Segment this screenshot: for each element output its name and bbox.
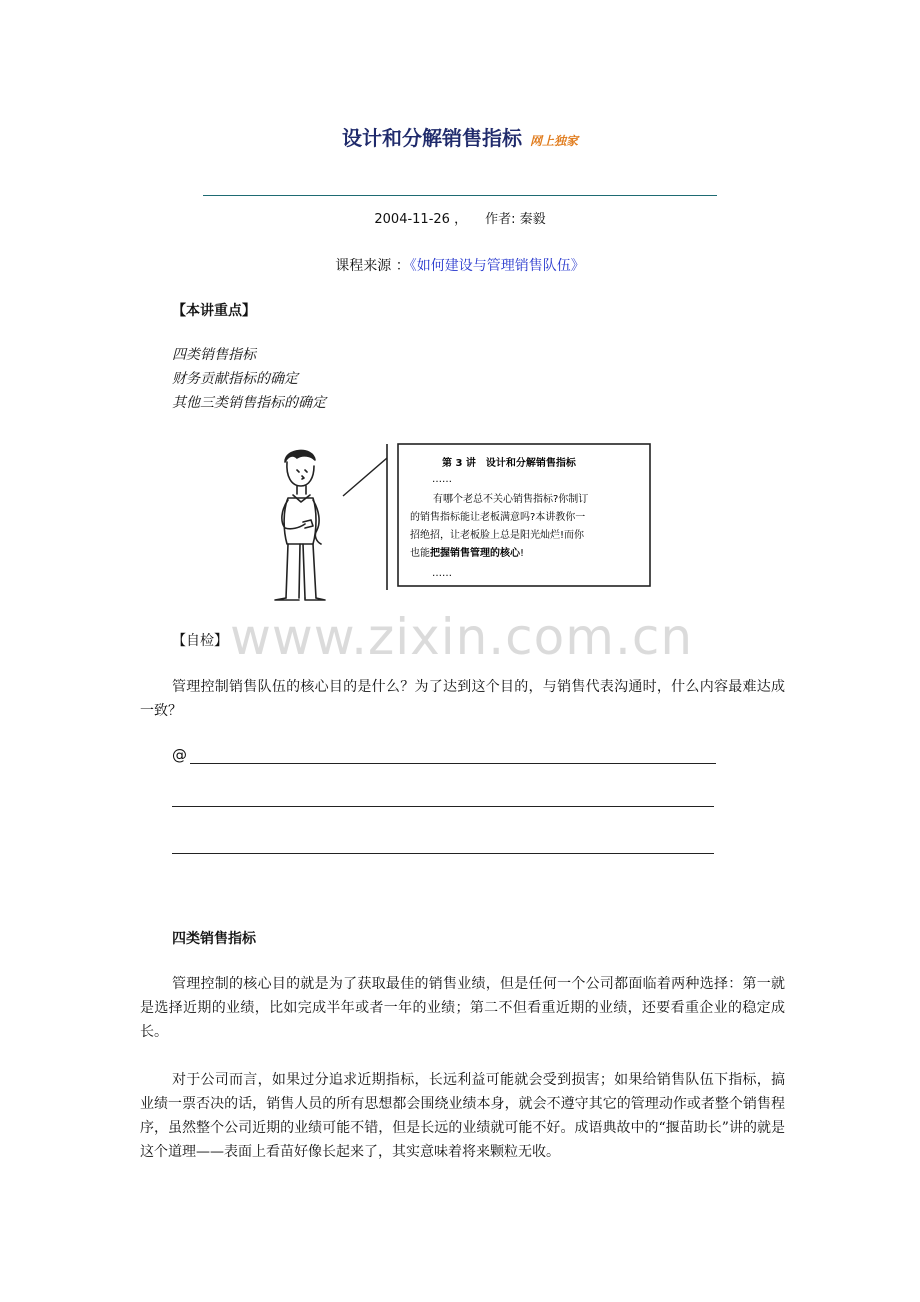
key-point-item: 财务贡献指标的确定	[172, 371, 298, 387]
course-link[interactable]: 《如何建设与管理销售队伍》	[409, 258, 585, 274]
title-divider	[203, 195, 717, 196]
source-label: 课程来源 ：	[335, 258, 410, 274]
slide-line-3: 招绝招，让老板脸上总是阳光灿烂!而你	[410, 530, 585, 541]
slide-line-2: 的销售指标能让老板满意吗?本讲教你一	[410, 512, 586, 523]
self-check-question: 管理控制销售队伍的核心目的是什么？为了达到这个目的，与销售代表沟通时，什么内容最难达成一致？	[140, 679, 785, 719]
lecture-illustration	[255, 440, 655, 605]
slide-line-4-bold: 把握销售管理的核心	[430, 548, 520, 559]
self-check-heading: 【自检】	[172, 633, 228, 649]
page-title	[0, 122, 920, 151]
answer-line-3[interactable]	[172, 853, 714, 854]
slide-line-4	[410, 546, 524, 559]
key-point-item: 其他三类销售指标的确定	[172, 395, 326, 411]
title-text: 设计和分解销售指标	[341, 126, 522, 150]
exclusive-badge: 网上独家	[529, 134, 578, 148]
slide-dots: ……	[432, 474, 452, 485]
pointer-line	[343, 458, 387, 496]
key-point-item: 四类销售指标	[172, 347, 256, 363]
answer-line-1[interactable]	[190, 763, 716, 764]
slide-line-4-prefix: 也能	[410, 548, 430, 559]
presenter-figure	[275, 450, 325, 600]
slide-line-1: 有哪个老总不关心销售指标?你制订	[433, 494, 589, 505]
author: 作者: 秦毅	[485, 212, 546, 227]
key-points-heading: 【本讲重点】	[172, 303, 256, 319]
watermark: www.zixin.com.cn	[230, 608, 694, 666]
section-heading: 四类销售指标	[172, 931, 256, 947]
slide-dots-end: ……	[432, 568, 452, 579]
publish-date: 2004-11-26 ，	[374, 212, 468, 227]
course-source	[0, 255, 920, 275]
slide-line-4-suffix: !	[520, 548, 525, 559]
answer-line-2[interactable]	[172, 806, 714, 807]
body-paragraph-1: 管理控制的核心目的就是为了获取最佳的销售业绩，但是任何一个公司都面临着两种选择：第一就是选择近期的业绩，比如完成半年或者一年的业绩；第二不但看重近期的业绩，还要看重企业的稳定成长。	[140, 976, 785, 1040]
slide-title: 第 3 讲 设计和分解销售指标	[442, 458, 576, 469]
article-meta	[0, 208, 920, 227]
answer-prefix: @	[172, 746, 187, 764]
body-paragraph-2: 对于公司而言，如果过分追求近期指标，长远利益可能就会受到损害；如果给销售队伍下指标，搞业绩一票否决的话，销售人员的所有思想都会围绕业绩本身，就会不遵守其它的管理动作或者整个销售程序，虽然整个公司近期的业绩可能不错，但是长远的业绩就可能不好。成语典故中的“揠苗助长”讲的就是这个道理——表面上看苗好像长起来了，其实意味着将来颗粒无收。	[140, 1072, 785, 1160]
key-points-list	[172, 343, 326, 415]
